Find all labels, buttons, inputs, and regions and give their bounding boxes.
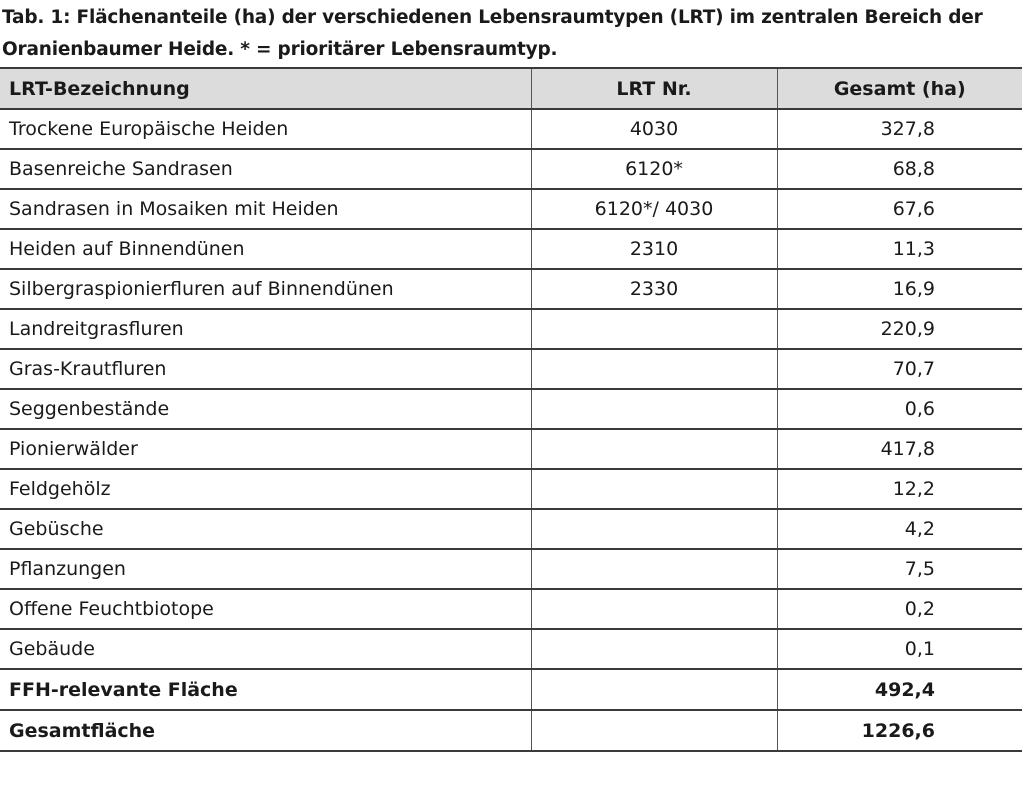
summary-row-total-area bbox=[0, 710, 1022, 751]
cell-total-ha: 0,2 bbox=[777, 589, 1022, 629]
cell-lrt-number: 2330 bbox=[531, 269, 777, 309]
cell-total-ha: 7,5 bbox=[777, 549, 1022, 589]
table-row bbox=[0, 589, 1022, 629]
table-row bbox=[0, 109, 1022, 149]
cell-lrt-name: Pionierwälder bbox=[0, 429, 531, 469]
table-row bbox=[0, 229, 1022, 269]
cell-summary-label: FFH-relevante Fläche bbox=[0, 669, 531, 710]
cell-summary-total-ha: 492,4 bbox=[777, 669, 1022, 710]
cell-total-ha: 68,8 bbox=[777, 149, 1022, 189]
cell-total-ha: 16,9 bbox=[777, 269, 1022, 309]
table-row bbox=[0, 149, 1022, 189]
cell-lrt-name: Seggenbestände bbox=[0, 389, 531, 429]
cell-summary-label: Gesamtfläche bbox=[0, 710, 531, 751]
cell-lrt-number bbox=[531, 309, 777, 349]
cell-lrt-name: Trockene Europäische Heiden bbox=[0, 109, 531, 149]
cell-lrt-number bbox=[531, 549, 777, 589]
column-header-total-ha: Gesamt (ha) bbox=[777, 68, 1022, 109]
column-header-lrt-number: LRT Nr. bbox=[531, 68, 777, 109]
table-row bbox=[0, 629, 1022, 669]
cell-total-ha: 4,2 bbox=[777, 509, 1022, 549]
table-row bbox=[0, 469, 1022, 509]
table-row bbox=[0, 509, 1022, 549]
cell-total-ha: 0,1 bbox=[777, 629, 1022, 669]
column-header-lrt-name: LRT-Bezeichnung bbox=[0, 68, 531, 109]
cell-total-ha: 327,8 bbox=[777, 109, 1022, 149]
table-row bbox=[0, 549, 1022, 589]
header-row bbox=[0, 68, 1022, 109]
cell-lrt-number bbox=[531, 629, 777, 669]
cell-total-ha: 67,6 bbox=[777, 189, 1022, 229]
table-row bbox=[0, 189, 1022, 229]
cell-lrt-name: Gras-Krautfluren bbox=[0, 349, 531, 389]
cell-lrt-number: 6120* bbox=[531, 149, 777, 189]
cell-lrt-number bbox=[531, 589, 777, 629]
summary-row-ffh-relevant bbox=[0, 669, 1022, 710]
cell-total-ha: 70,7 bbox=[777, 349, 1022, 389]
cell-total-ha: 220,9 bbox=[777, 309, 1022, 349]
cell-lrt-name: Gebüsche bbox=[0, 509, 531, 549]
cell-lrt-name: Silbergraspionierfluren auf Binnendünen bbox=[0, 269, 531, 309]
table-header bbox=[0, 68, 1022, 109]
cell-lrt-name: Basenreiche Sandrasen bbox=[0, 149, 531, 189]
table-row bbox=[0, 269, 1022, 309]
table-body bbox=[0, 109, 1022, 751]
cell-lrt-number bbox=[531, 669, 777, 710]
cell-total-ha: 11,3 bbox=[777, 229, 1022, 269]
cell-lrt-name: Heiden auf Binnendünen bbox=[0, 229, 531, 269]
cell-total-ha: 0,6 bbox=[777, 389, 1022, 429]
cell-lrt-name: Gebäude bbox=[0, 629, 531, 669]
table-row bbox=[0, 429, 1022, 469]
cell-summary-total-ha: 1226,6 bbox=[777, 710, 1022, 751]
cell-lrt-number bbox=[531, 469, 777, 509]
cell-lrt-number: 2310 bbox=[531, 229, 777, 269]
cell-lrt-name: Offene Feuchtbiotope bbox=[0, 589, 531, 629]
cell-lrt-name: Pflanzungen bbox=[0, 549, 531, 589]
cell-lrt-number bbox=[531, 509, 777, 549]
cell-lrt-number bbox=[531, 389, 777, 429]
cell-total-ha: 417,8 bbox=[777, 429, 1022, 469]
cell-lrt-number: 4030 bbox=[531, 109, 777, 149]
cell-lrt-name: Feldgehölz bbox=[0, 469, 531, 509]
cell-lrt-number bbox=[531, 429, 777, 469]
cell-lrt-name: Landreitgrasfluren bbox=[0, 309, 531, 349]
table-row bbox=[0, 309, 1022, 349]
table-row bbox=[0, 349, 1022, 389]
habitat-area-table bbox=[0, 67, 1022, 752]
cell-lrt-number bbox=[531, 349, 777, 389]
cell-lrt-name: Sandrasen in Mosaiken mit Heiden bbox=[0, 189, 531, 229]
cell-lrt-number bbox=[531, 710, 777, 751]
table-caption: Tab. 1: Flächenanteile (ha) der verschiedenen Lebensraumtypen (LRT) im zentralen Bereich der Oranienbaumer Heide. * = prioritärer Lebensraumtyp. bbox=[2, 7, 983, 60]
cell-total-ha: 12,2 bbox=[777, 469, 1022, 509]
cell-lrt-number: 6120*/ 4030 bbox=[531, 189, 777, 229]
table-row bbox=[0, 389, 1022, 429]
